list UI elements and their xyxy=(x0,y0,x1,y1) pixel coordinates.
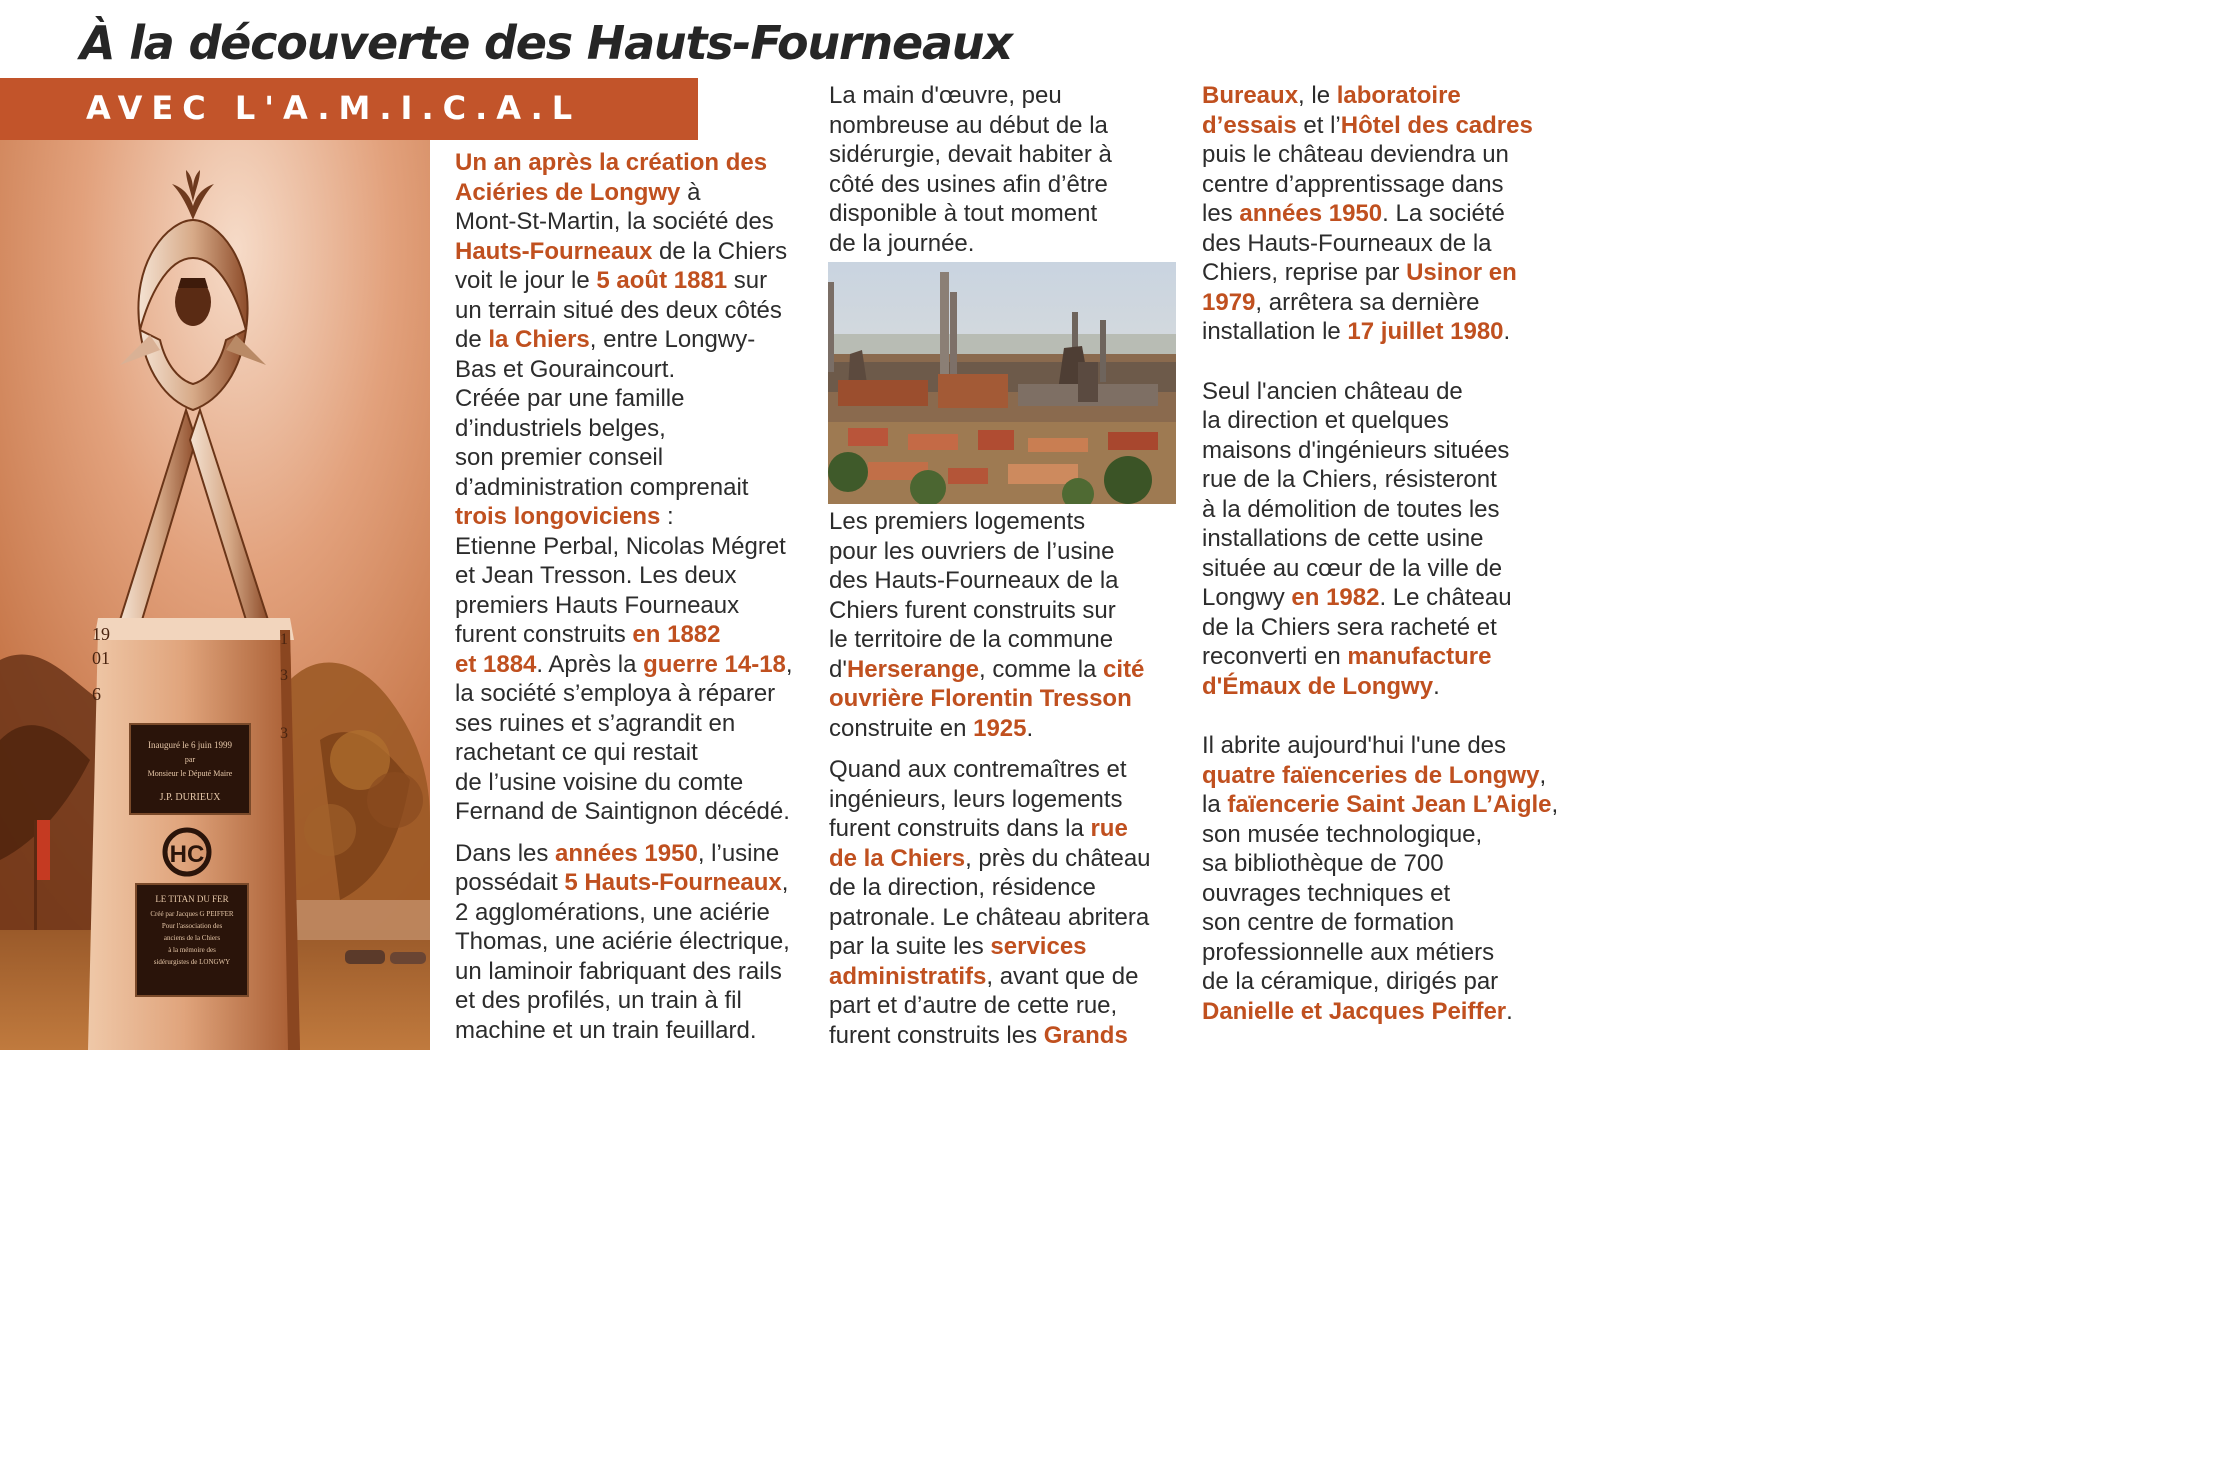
text-line: ses ruines et s’agrandit en xyxy=(455,709,736,737)
text-span: , xyxy=(1551,791,1559,818)
text-span: , xyxy=(785,650,793,678)
highlight-text: de la Chiers xyxy=(829,844,966,872)
highlight-text: Hôtel des cadres xyxy=(1340,111,1533,139)
highlight-text: Un an après la création des xyxy=(455,149,768,176)
text-span: construite en xyxy=(829,714,974,742)
plaque-line: J.P. DURIEUX xyxy=(159,792,221,803)
text-line xyxy=(455,868,815,898)
text-line: de la journée. xyxy=(829,229,975,257)
text-line: son premier conseil xyxy=(455,444,664,471)
text-line xyxy=(1202,81,1562,111)
text-line: Fernand de Saintignon décédé. xyxy=(455,798,790,825)
highlight-text: en 1882 xyxy=(632,621,721,648)
text-line: Les premiers logements xyxy=(829,508,1086,535)
text-line: nombreuse au début de la xyxy=(829,111,1108,139)
text-span: . xyxy=(1026,714,1034,742)
text-span: , l’usine xyxy=(697,839,780,867)
text-line: patronale. Le château abritera xyxy=(829,903,1150,931)
text-span: Dans les xyxy=(455,839,556,867)
text-line: des Hauts-Fourneaux de la xyxy=(1202,229,1492,257)
text-span: sur xyxy=(727,267,768,294)
text-line: des Hauts-Fourneaux de la xyxy=(829,567,1119,594)
text-span: furent construits xyxy=(455,621,633,648)
text-span: . xyxy=(1503,318,1511,345)
banner-text: AVEC L'A.M.I.C.A.L xyxy=(86,89,582,127)
highlight-text: administratifs xyxy=(829,962,987,990)
highlight-text: Danielle et Jacques Peiffer xyxy=(1202,997,1507,1025)
text-span: Longwy xyxy=(1202,584,1292,611)
text-line xyxy=(1202,317,1562,347)
text-line: puis le château deviendra un xyxy=(1202,141,1509,168)
text-line: La main d'œuvre, peu xyxy=(829,82,1062,109)
text-line: Seul l'ancien château de xyxy=(1202,377,1463,405)
paragraph xyxy=(455,839,815,1046)
text-line: installations de cette usine xyxy=(1202,525,1484,552)
paragraph xyxy=(1202,377,1562,702)
text-span: , avant que de xyxy=(986,962,1139,990)
text-line: Chiers furent construits sur xyxy=(829,596,1116,624)
highlight-text: Bureaux xyxy=(1202,82,1299,109)
column-2-bottom xyxy=(829,507,1174,1050)
text-line: sidérurgie, devait habiter à xyxy=(829,141,1112,168)
plaque-line: à la mémoire des xyxy=(168,946,216,954)
text-line: rue de la Chiers, résisteront xyxy=(1202,466,1497,493)
text-span: à xyxy=(680,178,701,206)
text-span: de la Chiers xyxy=(652,237,788,265)
highlight-text: d'Émaux de Longwy xyxy=(1202,672,1434,700)
highlight-text: manufacture xyxy=(1347,643,1492,670)
text-line: pour les ouvriers de l’usine xyxy=(829,537,1115,565)
text-line: de la céramique, dirigés par xyxy=(1202,968,1499,995)
text-line: Créée par une famille xyxy=(455,385,685,412)
text-line xyxy=(829,844,1174,874)
text-line: de la Chiers sera racheté et xyxy=(1202,613,1497,641)
highlight-text: Usinor en xyxy=(1406,259,1517,286)
svg-text:19: 19 xyxy=(92,624,110,644)
highlight-text: d’essais xyxy=(1202,111,1297,139)
text-span: , entre Longwy- xyxy=(589,326,756,353)
highlight-text: Grands xyxy=(1043,1021,1128,1049)
paragraph xyxy=(455,148,815,827)
plaque-line: Créé par Jacques G PEIFFER xyxy=(150,910,234,918)
text-line xyxy=(455,839,815,869)
highlight-text: guerre 14-18 xyxy=(643,650,786,678)
text-line: disponible à tout moment xyxy=(829,200,1098,227)
text-span: : xyxy=(660,503,674,530)
text-line xyxy=(455,502,815,532)
text-span: Chiers, reprise par xyxy=(1202,259,1407,286)
text-span: , le xyxy=(1298,82,1337,109)
highlight-text: Hauts-Fourneaux xyxy=(455,237,653,265)
text-span: les xyxy=(1202,200,1240,227)
text-line xyxy=(1202,761,1562,791)
highlight-text: rue xyxy=(1090,815,1128,842)
text-line: ouvrages techniques et xyxy=(1202,879,1451,907)
text-line xyxy=(829,1021,1174,1051)
text-line: la direction et quelques xyxy=(1202,407,1449,434)
text-line xyxy=(829,814,1174,844)
paragraph xyxy=(829,507,1174,743)
text-line xyxy=(1202,642,1562,672)
text-span: . La société xyxy=(1382,200,1505,227)
text-span: installation le xyxy=(1202,318,1348,345)
text-line: d’administration comprenait xyxy=(455,473,749,501)
text-line: Quand aux contremaîtres et xyxy=(829,756,1127,783)
column-3 xyxy=(1202,81,1562,1026)
highlight-text: services xyxy=(990,933,1087,960)
text-line: un terrain situé des deux côtés xyxy=(455,296,782,324)
text-span: de xyxy=(455,326,489,353)
text-line: Il abrite aujourd'hui l'une des xyxy=(1202,732,1507,759)
text-line xyxy=(1202,258,1562,288)
text-line xyxy=(455,178,815,208)
text-line xyxy=(829,655,1174,685)
page-title: À la découverte des Hauts-Fourneaux xyxy=(80,16,1012,70)
svg-text:6: 6 xyxy=(92,684,101,704)
highlight-text: faïencerie Saint Jean L’Aigle xyxy=(1227,791,1552,818)
text-line: Etienne Perbal, Nicolas Mégret xyxy=(455,532,786,560)
text-line: centre d’apprentissage dans xyxy=(1202,170,1504,198)
plaque-line: par xyxy=(184,755,196,764)
text-span: et l’ xyxy=(1296,111,1341,139)
paragraph xyxy=(1202,81,1562,347)
highlight-text: années 1950 xyxy=(555,839,698,867)
text-line: à la démolition de toutes les xyxy=(1202,495,1500,523)
highlight-text: cité xyxy=(1103,655,1145,683)
svg-text:1: 1 xyxy=(280,631,288,648)
svg-text:3: 3 xyxy=(280,725,288,742)
text-line: maisons d'ingénieurs situées xyxy=(1202,436,1510,464)
text-line: ingénieurs, leurs logements xyxy=(829,785,1123,813)
text-span: . Après la xyxy=(536,650,644,678)
text-line: un laminoir fabriquant des rails xyxy=(455,957,782,985)
highlight-text: 5 août 1881 xyxy=(596,267,728,294)
text-span: d' xyxy=(829,655,847,683)
highlight-text: 17 juillet 1980 xyxy=(1347,318,1504,345)
text-line: située au cœur de la ville de xyxy=(1202,554,1503,582)
plaque-line: sidérurgistes de LONGWY xyxy=(153,958,231,966)
highlight-text: en 1982 xyxy=(1291,584,1380,611)
text-span: furent construits dans la xyxy=(829,815,1091,842)
text-line xyxy=(455,620,815,650)
text-span: , xyxy=(781,869,789,896)
text-line xyxy=(1202,790,1562,820)
highlight-text: 1925 xyxy=(973,714,1027,742)
text-line xyxy=(455,266,815,296)
text-line xyxy=(455,325,815,355)
text-span: . xyxy=(1433,672,1440,700)
text-span: , xyxy=(1539,761,1547,789)
text-line: d’industriels belges, xyxy=(455,414,666,442)
text-line: et des profilés, un train à fil xyxy=(455,987,742,1014)
text-span: , près du château xyxy=(965,844,1151,872)
monument-photo xyxy=(0,140,430,1050)
text-line: rachetant ce qui restait xyxy=(455,739,698,766)
text-span: . Le château xyxy=(1379,584,1512,611)
text-line: part et d’autre de cette rue, xyxy=(829,992,1118,1019)
column-1 xyxy=(455,148,815,1045)
text-line xyxy=(829,962,1174,992)
text-line: sa bibliothèque de 700 xyxy=(1202,850,1444,877)
text-line xyxy=(829,932,1174,962)
plaque-line: anciens de la Chiers xyxy=(163,934,221,942)
text-line xyxy=(1202,997,1562,1027)
text-span: par la suite les xyxy=(829,933,991,960)
text-line: Thomas, une aciérie électrique, xyxy=(455,928,790,955)
column-2-top xyxy=(829,81,1174,258)
text-line: Mont-St-Martin, la société des xyxy=(455,208,774,235)
plaque-line: Monsieur le Député Maire xyxy=(147,769,233,778)
text-line xyxy=(1202,288,1562,318)
text-line: et Jean Tresson. Les deux xyxy=(455,562,737,589)
factory-photo xyxy=(828,262,1176,504)
plaque-line: Pour l'association des xyxy=(161,922,223,930)
text-line xyxy=(1202,583,1562,613)
text-line: côté des usines afin d’être xyxy=(829,170,1108,198)
highlight-text: Herserange xyxy=(846,655,980,683)
highlight-text: années 1950 xyxy=(1239,200,1383,227)
text-span: voit le jour le xyxy=(455,267,597,294)
text-line xyxy=(455,237,815,267)
logo-letters: HC xyxy=(169,841,205,868)
highlight-text: laboratoire xyxy=(1336,82,1461,109)
text-line: son musée technologique, xyxy=(1202,820,1483,848)
highlight-text: quatre faïenceries de Longwy xyxy=(1202,761,1540,789)
text-line: Bas et Gouraincourt. xyxy=(455,355,676,383)
text-line: de la direction, résidence xyxy=(829,874,1096,901)
highlight-text: ouvrière Florentin Tresson xyxy=(829,685,1132,712)
text-span: . xyxy=(1506,997,1513,1025)
plaque-line: Inauguré le 6 juin 1999 xyxy=(148,740,232,750)
text-span: possédait xyxy=(455,869,565,896)
highlight-text: 5 Hauts-Fourneaux xyxy=(564,869,782,896)
text-span: , arrêtera sa dernière xyxy=(1255,288,1480,316)
text-line: professionnelle aux métiers xyxy=(1202,938,1495,966)
text-line: premiers Hauts Fourneaux xyxy=(455,591,740,619)
svg-text:3: 3 xyxy=(280,667,288,684)
text-line: le territoire de la commune xyxy=(829,626,1114,653)
text-line: la société s’employa à réparer xyxy=(455,680,776,707)
highlight-text: la Chiers xyxy=(488,326,590,353)
text-line xyxy=(1202,111,1562,141)
text-span: furent construits les xyxy=(829,1021,1044,1049)
paragraph xyxy=(829,81,1174,258)
highlight-text: trois longoviciens xyxy=(455,503,661,530)
highlight-text: et 1884 xyxy=(455,650,537,678)
text-line: son centre de formation xyxy=(1202,909,1455,936)
text-span: , comme la xyxy=(979,655,1104,683)
plaque-line: LE TITAN DU FER xyxy=(155,894,229,904)
paragraph xyxy=(1202,731,1562,1026)
highlight-text: Aciéries de Longwy xyxy=(455,178,681,206)
svg-text:01: 01 xyxy=(92,648,110,668)
text-line xyxy=(829,714,1174,744)
text-line xyxy=(1202,672,1562,702)
subtitle-banner xyxy=(0,78,698,140)
text-span: la xyxy=(1202,791,1228,818)
text-line: de l’usine voisine du comte xyxy=(455,768,744,796)
text-span: reconverti en xyxy=(1202,643,1348,670)
highlight-text: 1979 xyxy=(1202,288,1256,316)
paragraph xyxy=(829,755,1174,1050)
text-line: machine et un train feuillard. xyxy=(455,1016,757,1044)
text-line: 2 agglomérations, une aciérie xyxy=(455,898,770,926)
text-line xyxy=(455,650,815,680)
text-line xyxy=(1202,199,1562,229)
